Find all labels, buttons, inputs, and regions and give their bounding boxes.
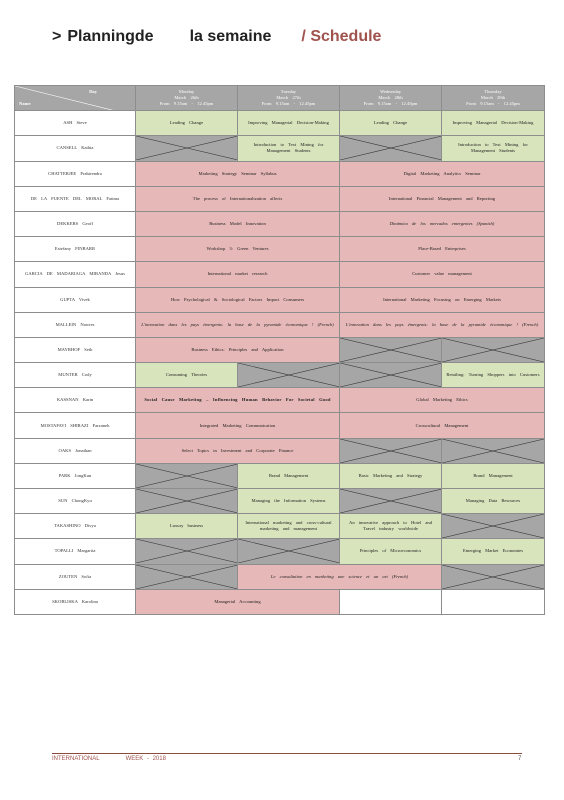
unavailable-cell (136, 136, 238, 161)
instructor-name: CHATTERJEE Prabirendra (15, 161, 136, 186)
table-row (15, 337, 545, 362)
instructor-name: SKOBLISKA Karolina (15, 589, 136, 614)
unavailable-cell (136, 489, 238, 514)
instructor-name: MALLEIN Nawres (15, 312, 136, 337)
course-cell: Emerging Market Economies (442, 539, 545, 564)
course-cell: Integrated Marketing Communication (136, 413, 340, 438)
table-row (15, 111, 545, 136)
table-row (15, 312, 545, 337)
cross-icon (340, 363, 442, 387)
footer-divider (52, 753, 522, 754)
course-cell: The process of Internationalization affects (136, 186, 340, 211)
cross-icon (136, 464, 238, 488)
course-cell: Crosscultural Management (340, 413, 545, 438)
cross-icon (442, 338, 544, 362)
course-cell: Place-Based Enterprises (340, 237, 545, 262)
empty-cell (340, 589, 442, 614)
unavailable-cell (442, 438, 545, 463)
course-cell: International market research (136, 262, 340, 287)
course-cell: Principles of Microeconomics (340, 539, 442, 564)
instructor-name: GUPTA Vivek (15, 287, 136, 312)
table-row (15, 463, 545, 488)
course-cell: Leading Change (340, 111, 442, 136)
table-row (15, 262, 545, 287)
instructor-name: ASH Steve (15, 111, 136, 136)
instructor-name: MAYRHOF Seth (15, 337, 136, 362)
course-cell: Retailing: Turning Shoppers into Customers (442, 363, 545, 388)
instructor-name: MUNTER Cody (15, 363, 136, 388)
instructor-name: TOPALLI Margarita (15, 539, 136, 564)
unavailable-cell (340, 363, 442, 388)
day-header-tuesday: Tuesday March 27th From 9.15am - 12.45pm (238, 86, 340, 111)
unavailable-cell (238, 363, 340, 388)
instructor-name: CANSELL Kathia (15, 136, 136, 161)
course-cell: Le consultation en marketing une science et un art (French) (238, 564, 442, 589)
course-cell: Improving Managerial Decision-Making (238, 111, 340, 136)
course-cell: International Marketing Focusing on Emerging Markets (340, 287, 545, 312)
table-row (15, 514, 545, 539)
table-row (15, 186, 545, 211)
cross-icon (136, 565, 238, 589)
unavailable-cell (238, 539, 340, 564)
corner-day-label: Day (89, 89, 97, 94)
cross-icon (136, 136, 238, 160)
course-cell: International Financial Management and Reporting (340, 186, 545, 211)
course-cell: How Psychological & Sociological Factors Impact Consumers (136, 287, 340, 312)
day-header-monday: Monday March 26th From 9.15am - 12.45pm (136, 86, 238, 111)
instructor-name: OAKS Jonathan (15, 438, 136, 463)
footer (52, 756, 166, 762)
course-cell: Business Model Innovation (136, 211, 340, 236)
table-row (15, 363, 545, 388)
table-row (15, 564, 545, 589)
footer-international: INTERNATIONAL (52, 756, 100, 762)
footer-week: WEEK - 2018 (125, 756, 166, 762)
table-row (15, 489, 545, 514)
cross-icon (136, 489, 238, 513)
title-arrow: > (52, 28, 62, 45)
table-row (15, 413, 545, 438)
table-row (15, 388, 545, 413)
course-cell: Dinámica de los mercados emergentes (Spanish) (340, 211, 545, 236)
table-row (15, 211, 545, 236)
corner-diagonal (15, 86, 136, 111)
table-row (15, 136, 545, 161)
course-cell: Social Cause Marketing – Influencing Human Behavior For Societal Good (136, 388, 340, 413)
cross-icon (340, 439, 442, 463)
table-row (15, 589, 545, 614)
course-cell: Brand Management (442, 463, 545, 488)
table-row (15, 438, 545, 463)
instructor-name: SUN ChongKyu (15, 489, 136, 514)
course-cell: Basic Marketing and Strategy (340, 463, 442, 488)
unavailable-cell (340, 489, 442, 514)
corner-name-label: Name (19, 101, 31, 107)
cross-icon (238, 363, 340, 387)
cross-icon (340, 489, 442, 513)
course-cell: Customer value management (340, 262, 545, 287)
unavailable-cell (340, 438, 442, 463)
course-cell: L'innovation dans les pays émergents: la base de la pyramide économique ! (French) (340, 312, 545, 337)
page-number: 7 (518, 756, 522, 762)
course-cell: L'innovation dans les pays émergents: la base de la pyramide économique ! (French) (136, 312, 340, 337)
table-row (15, 539, 545, 564)
corner-cell (15, 86, 136, 111)
course-cell: Managing the Information Systems (238, 489, 340, 514)
page-title (52, 28, 381, 46)
course-cell: Leading Change (136, 111, 238, 136)
title-schedule: Schedule (310, 28, 382, 45)
course-cell: Improving Managerial Decision-Making (442, 111, 545, 136)
unavailable-cell (340, 136, 442, 161)
instructor-name: DEKKERS Geoff (15, 211, 136, 236)
course-cell: Digital Marketing Analytics Seminar (340, 161, 545, 186)
cross-icon (136, 539, 238, 563)
instructor-name: ZOUTEN Sofia (15, 564, 136, 589)
title-word-planningde: Planningde (67, 28, 154, 45)
course-cell: International marketing and cross-cultural marketing and management (238, 514, 340, 539)
course-cell: Introduction to Text Mining for Management Students (238, 136, 340, 161)
table-row (15, 237, 545, 262)
course-cell: Managerial Accounting (136, 589, 340, 614)
schedule-body (15, 111, 545, 615)
unavailable-cell (136, 539, 238, 564)
course-cell: Consuming Theories (136, 363, 238, 388)
unavailable-cell (442, 514, 545, 539)
unavailable-cell (340, 337, 442, 362)
course-cell: Business Ethics: Principles and Application (136, 337, 340, 362)
instructor-name: GARCIA DE MADARIAGA MIRANDA Jesus (15, 262, 136, 287)
cross-icon (340, 136, 442, 160)
instructor-name: KASSNAN Karin (15, 388, 136, 413)
unavailable-cell (442, 564, 545, 589)
header-row (15, 86, 545, 111)
unavailable-cell (442, 337, 545, 362)
course-cell: Global Marketing Ethics (340, 388, 545, 413)
cross-icon (442, 565, 544, 589)
empty-cell (442, 589, 545, 614)
instructor-name: Estefany FINBARR (15, 237, 136, 262)
course-cell: An innovative approach to Hotel and Travel industry worldwide (340, 514, 442, 539)
table-row (15, 161, 545, 186)
course-cell: Marketing Strategy Seminar Syllabus (136, 161, 340, 186)
course-cell: Luxury business (136, 514, 238, 539)
course-cell: Brand Management (238, 463, 340, 488)
cross-icon (238, 539, 340, 563)
instructor-name: DE LA FUENTE DEL MORAL Fatima (15, 186, 136, 211)
instructor-name: PARK JongKun (15, 463, 136, 488)
schedule-table (14, 85, 545, 615)
instructor-name: TAKASHINO Divya (15, 514, 136, 539)
cross-icon (442, 514, 544, 538)
course-cell: Workshop 3: Green Ventures (136, 237, 340, 262)
course-cell: Managing Data Resources (442, 489, 545, 514)
course-cell: Select Topics in Investment and Corporate Finance (136, 438, 340, 463)
course-cell: Introduction to Text Mining for Management Students (442, 136, 545, 161)
day-header-thursday: Thursday March 29th From 9.15am - 12.45pm (442, 86, 545, 111)
day-header-wednesday: Wednesday March 28th From 9.15am - 12.45pm (340, 86, 442, 111)
title-word-semaine: la semaine (189, 28, 272, 45)
table-row (15, 287, 545, 312)
title-slash: / (301, 28, 306, 45)
unavailable-cell (136, 463, 238, 488)
unavailable-cell (136, 564, 238, 589)
cross-icon (442, 439, 544, 463)
instructor-name: MOSTAFAVI SHIRAZI Farzaneh (15, 413, 136, 438)
cross-icon (340, 338, 442, 362)
